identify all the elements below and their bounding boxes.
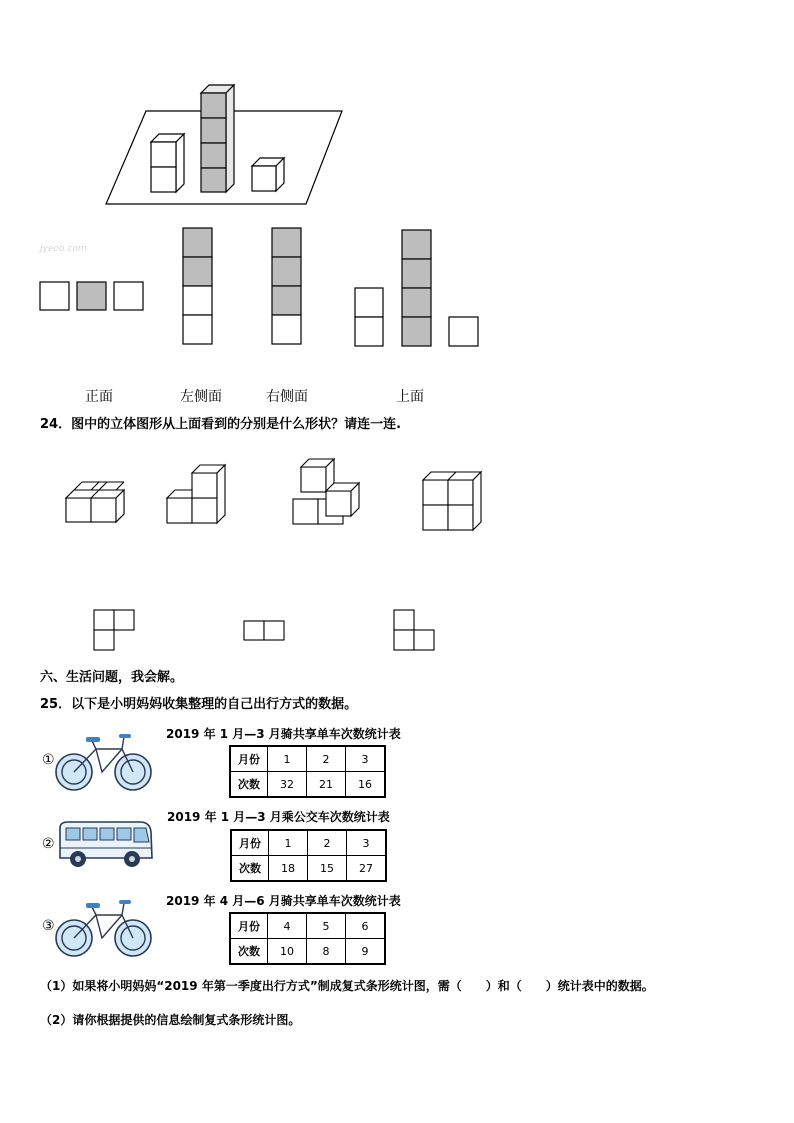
watermark: Jyeoo.com [40,244,87,254]
solid-2 [167,465,225,523]
q24-top-views [0,600,794,660]
table-3 [229,912,386,965]
top-view-a [94,610,134,650]
table-row [231,856,386,882]
table-cell: 3 [347,830,387,856]
question-25-intro: 25．以下是小明妈妈收集整理的自己出行方式的数据。 [40,697,358,712]
cube-stacks-figure [0,0,794,220]
table-cell: 27 [347,856,387,882]
left-side-view [183,228,212,344]
table-row [230,772,385,798]
view-label-top: 上面 [396,389,424,405]
front-view [40,282,143,310]
left-stack [151,134,184,192]
row-header: 月份 [230,746,268,772]
table-cell: 1 [269,830,308,856]
table-cell: 2 [308,830,347,856]
row-header: 次数 [231,856,269,882]
table-cell: 18 [269,856,308,882]
sub-question-1: （1）如果将小明妈妈“2019 年第一季度出行方式”制成复式条形统计图，需（ ）和（ ）统计表中的数据。 [40,979,654,993]
table-cell: 6 [346,913,386,939]
bicycle-icon [52,893,157,963]
table-cell: 32 [268,772,307,798]
row-header: 次数 [230,772,268,798]
table-row [230,746,385,772]
table-cell: 10 [268,939,307,965]
right-single-cube [252,158,284,191]
table-cell: 3 [346,746,386,772]
table-2-title: 2019 年 1 月—3 月乘公交车次数统计表 [167,810,390,824]
marker-1: ① [42,752,55,768]
row-header: 月份 [230,913,268,939]
table-cell: 21 [307,772,346,798]
section-6-heading: 六、生活问题，我会解。 [40,670,184,685]
solid-1 [66,482,124,522]
views-figure [0,220,794,360]
table-row [230,913,385,939]
bus-icon [56,818,156,873]
solid-4 [423,472,481,530]
q24-solids [0,450,794,540]
top-view-c [394,610,434,650]
table-cell: 1 [268,746,307,772]
marker-3: ③ [42,918,55,934]
table-1 [229,745,386,798]
solid-3 [293,459,359,524]
row-header: 次数 [230,939,268,965]
table-cell: 16 [346,772,386,798]
table-2 [230,829,387,882]
table-cell: 15 [308,856,347,882]
table-cell: 5 [307,913,346,939]
table-cell: 8 [307,939,346,965]
bicycle-icon [52,727,157,797]
view-label-left: 左侧面 [180,389,222,405]
marker-2: ② [42,836,55,852]
question-24: 24．图中的立体图形从上面看到的分别是什么形状？请连一连. [40,417,402,432]
row-header: 月份 [231,830,269,856]
view-label-front: 正面 [85,389,113,405]
middle-stack [201,85,234,192]
table-cell: 2 [307,746,346,772]
table-1-title: 2019 年 1 月—3 月骑共享单车次数统计表 [166,727,401,741]
table-row [230,939,385,965]
top-view-options [355,230,478,346]
sub-question-2: （2）请你根据提供的信息绘制复式条形统计图。 [40,1013,301,1027]
right-side-view [272,228,301,344]
table-cell: 4 [268,913,307,939]
top-view-b [244,621,284,640]
table-3-title: 2019 年 4 月—6 月骑共享单车次数统计表 [166,894,401,908]
view-label-right: 右侧面 [266,389,308,405]
table-cell: 9 [346,939,386,965]
table-row [231,830,386,856]
